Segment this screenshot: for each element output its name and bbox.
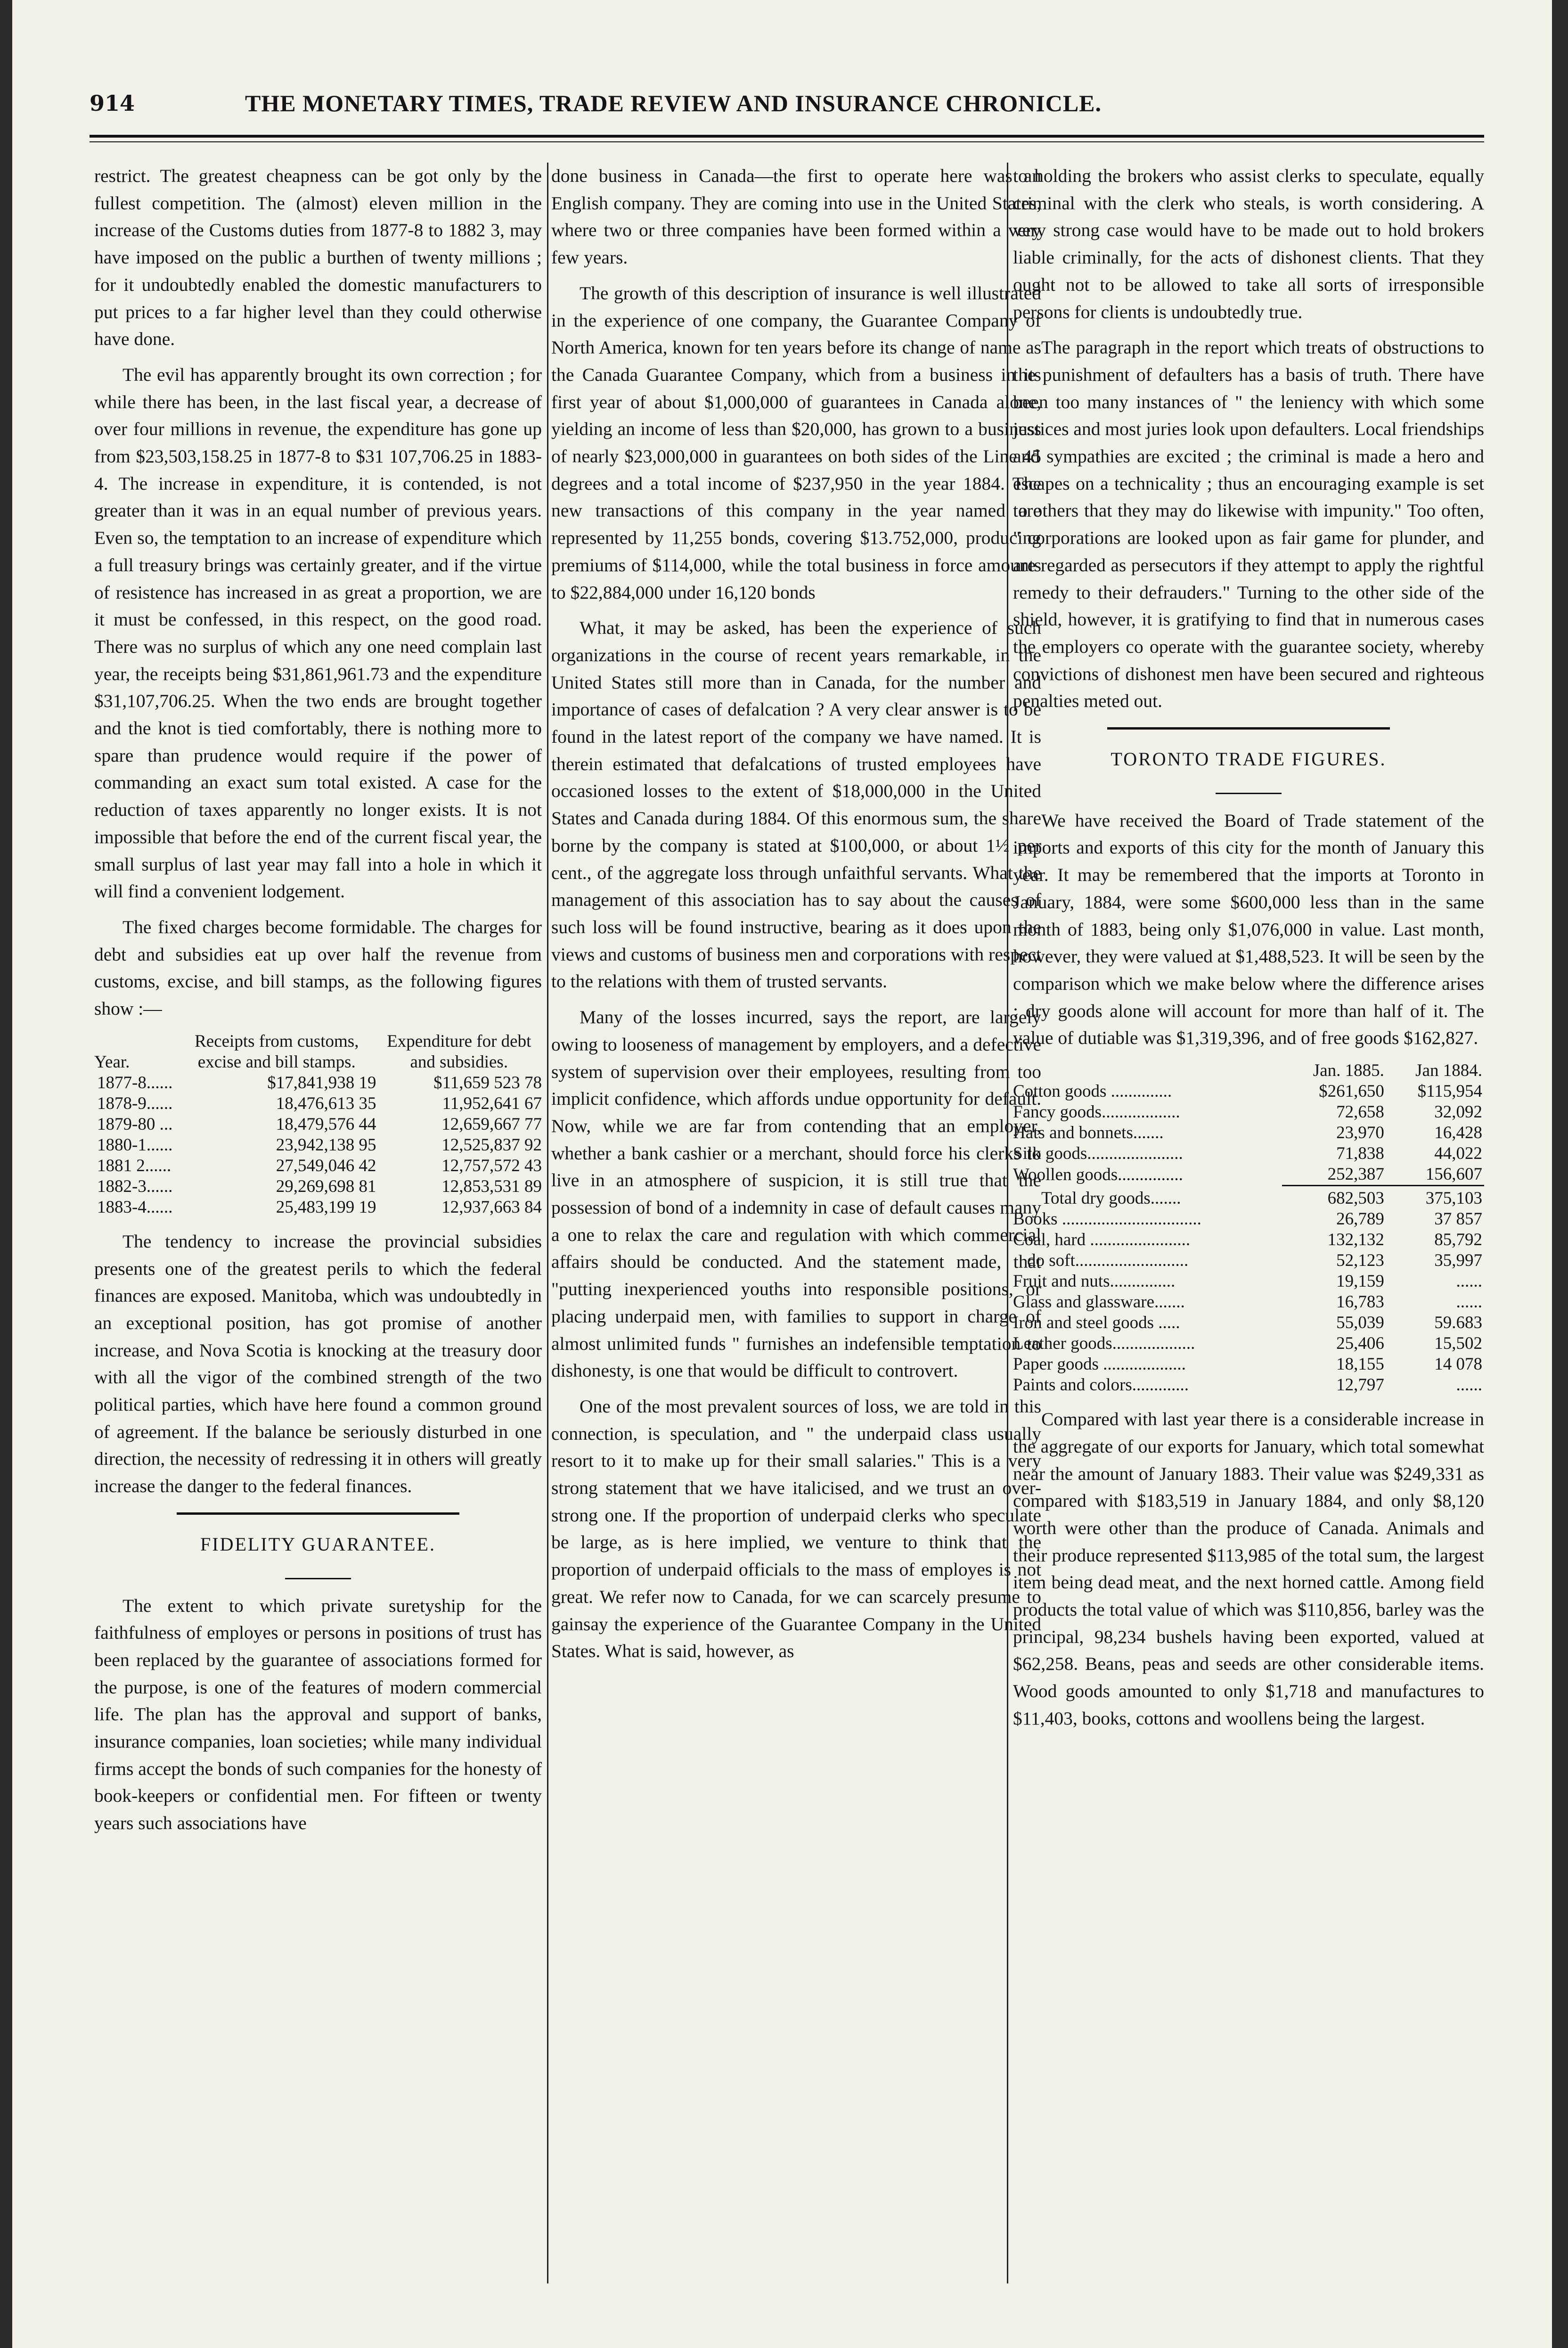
table-row <box>1013 1209 1484 1230</box>
column-2 <box>551 163 1041 1674</box>
table-row <box>1013 1271 1484 1292</box>
table-cell: 25,483,199 19 <box>276 1197 376 1217</box>
table-row <box>1013 1164 1484 1186</box>
table-cell: 12,797 <box>1336 1375 1384 1395</box>
table-cell: Fancy goods.................. <box>1013 1102 1180 1122</box>
table-cell: 18,476,613 35 <box>276 1093 376 1113</box>
paragraph: done business in Canada—the first to operate here was an English company. They are coming into use in the United States, where two or three companies have been formed within a very few years. <box>551 165 1041 268</box>
table-header-year: Year. <box>94 1052 130 1072</box>
table-row <box>1013 1250 1484 1271</box>
section-rule <box>177 1512 459 1515</box>
table-cell: 27,549,046 42 <box>276 1156 376 1175</box>
table-cell: 1882-3...... <box>97 1176 173 1196</box>
table-cell: do soft.......................... <box>1027 1251 1189 1271</box>
table-row <box>94 1114 542 1135</box>
table-cell: 252,387 <box>1327 1165 1384 1184</box>
table-row <box>94 1093 542 1114</box>
paragraph: We have received the Board of Trade statement of the imports and exports of this city for the month of January this year. It may be remembered that the imports at Toronto in January, 1884, were some $600,000 less than in the same month of 1883, being only $1,076,000 in value. Last month, however, they were valued at $1,488,523. It will be seen by the comparison which we make below where the difference arises : dry goods alone will account for more than half of it. The value of dutiable was $1,319,396, and of free goods $162,827. <box>1013 810 1484 1049</box>
table-cell: 11,952,641 67 <box>442 1093 542 1113</box>
table-cell: Woollen goods............... <box>1013 1165 1183 1184</box>
table-row <box>1013 1375 1484 1396</box>
table-row <box>1013 1123 1484 1143</box>
table-cell: $115,954 <box>1417 1082 1482 1101</box>
table-cell: 1877-8...... <box>97 1073 173 1092</box>
paragraph: to holding the brokers who assist clerks to speculate, equally criminal with the clerk who steals, is worth considering. A very strong case would have to be made out to hold brokers liable criminally, for the acts of dishonest clients. That they ought not to be allowed to take all sorts of irresponsible persons for clients is undoubtedly true. <box>1013 165 1484 322</box>
table-cell: 52,123 <box>1336 1251 1384 1271</box>
table-cell: Iron and steel goods ..... <box>1013 1313 1180 1333</box>
table-cell: Glass and glassware....... <box>1013 1292 1185 1312</box>
paragraph: The extent to which private suretyship for the faithfulness of employes or persons in positions of trust has been replaced by the guarantee of associations formed for the purpose, is one of the features of modern commercial life. The plan has the approval and support of banks, insurance companies, loan societies; while many individual firms accept the bonds of such companies for the honesty of book-keepers or confidential men. For fifteen or twenty years such associations have <box>94 1595 542 1834</box>
paragraph: Compared with last year there is a considerable increase in the aggregate of our exports for January, which total somewhat near the amount of January 1883. Their value was $249,331 as compared with $183,519 in January 1884, and only $8,120 worth were other than the produce of Canada. Animals and their produce represented $113,985 of the total sum, the largest item being dead meat, and the next horned cattle. Among field products the total value of which was $110,856, barley was the principal, 98,234 bushels having been exported, valued at $62,258. Beans, peas and seeds are other considerable items. Wood goods amounted to only $1,718 and manufactures to $11,403, books, cottons and woollens being the largest. <box>1013 1409 1484 1729</box>
trade-figures-table <box>1013 1060 1484 1396</box>
table-cell: 1878-9...... <box>97 1093 173 1113</box>
table-cell: 59.683 <box>1434 1313 1482 1333</box>
table-cell: 682,503 <box>1327 1189 1384 1208</box>
paragraph: What, it may be asked, has been the experience of such organizations in the course of recent years remarkable, in the United States still more than in Canada, for the number and importance of cases of defalcation ? A very clear answer is to be found in the latest report of the company we have named. It is therein estimated that defalcations of trusted employees have occasioned losses to the extent of $18,000,000 in the United States and Canada during 1884. Of this enormous sum, the share borne by the company is stated at $100,000, or about 1½ per cent., of the aggregate loss through unfaithful servants. What the management of this association has to say about the causes of such loss will be found instructive, bearing as it does upon the views and customs of business men and corporations with respect to the relations with them of trusted servants. <box>551 617 1041 992</box>
table-row <box>1013 1081 1484 1102</box>
table-cell: 29,269,698 81 <box>276 1176 376 1196</box>
table-cell: 72,658 <box>1336 1102 1384 1122</box>
table-cell: 26,789 <box>1336 1209 1384 1229</box>
paragraph: The fixed charges become formidable. The charges for debt and subsidies eat up over half the revenue from customs, excise, and bill stamps, as the following figures show :— <box>94 916 542 1019</box>
table-cell: 23,942,138 95 <box>276 1135 376 1155</box>
section-heading-fidelity: FIDELITY GUARANTEE. <box>200 1533 436 1555</box>
table-cell: Cotton goods .............. <box>1013 1082 1172 1101</box>
paragraph: The paragraph in the report which treats of obstructions to the punishment of defaulters has a basis of truth. There have been too many instances of " the leniency with which some justices and most juries look upon defaulters. Local friendships and sympathies are excited ; the criminal is made a hero and escapes on a technicality ; thus an encouraging example is set to others that they may do likewise with impunity." Too often, " corporations are looked upon as fair game for plunder, and are regarded as persecutors if they attempt to apply the rightful remedy to their defrauders." Turning to the other side of the shield, however, it is gratifying to find that in numerous cases the employers co operate with the guarantee society, whereby convictions of dishonest men have been secured and righteous penalties meted out. <box>1013 337 1484 712</box>
table-cell: 37 857 <box>1434 1209 1482 1229</box>
table-cell: 132,132 <box>1327 1230 1384 1250</box>
table-cell: 71,838 <box>1336 1144 1384 1164</box>
table-cell: 55,039 <box>1336 1313 1384 1333</box>
table-cell: ...... <box>1456 1272 1482 1291</box>
heading-underline <box>285 1578 351 1579</box>
table-row <box>94 1156 542 1176</box>
table-total-row <box>1013 1188 1484 1209</box>
table-row <box>94 1073 542 1093</box>
table-cell: $261,650 <box>1319 1082 1384 1101</box>
table-row <box>94 1176 542 1197</box>
table-cell: 15,502 <box>1434 1334 1482 1354</box>
table-cell: 375,103 <box>1425 1189 1482 1208</box>
running-head: THE MONETARY TIMES, TRADE REVIEW AND INSURANCE CHRONICLE. <box>245 90 1102 116</box>
table-cell: Leather goods................... <box>1013 1334 1195 1354</box>
table-header-expenditure: Expenditure for debt and subsidies. <box>387 1031 531 1072</box>
table-cell: 35,997 <box>1434 1251 1482 1271</box>
page-header <box>90 84 1484 126</box>
table-cell: $11,659 523 78 <box>433 1073 542 1092</box>
table-row <box>1013 1102 1484 1123</box>
table-cell: Paper goods ................... <box>1013 1355 1186 1374</box>
table-cell: 1880-1...... <box>97 1135 173 1155</box>
table-cell: Books ................................ <box>1013 1209 1201 1229</box>
table-cell: Fruit and nuts............... <box>1013 1272 1176 1291</box>
table-cell: 12,853,531 89 <box>441 1176 542 1196</box>
table-row <box>1013 1333 1484 1354</box>
table-cell: Silk goods...................... <box>1013 1144 1183 1164</box>
column-3 <box>1013 163 1484 1741</box>
table-row <box>94 1197 542 1218</box>
table-cell: 12,757,572 43 <box>441 1156 542 1175</box>
table-cell: 1883-4...... <box>97 1197 173 1217</box>
page-number: 914 <box>90 90 135 116</box>
paragraph: Many of the losses incurred, says the report, are largely owing to looseness of management by employers, and a defective system of supervision over their employees, resulting from too implicit confidence, which affords undue opportunity for default. Now, while we are far from contending that an employer, whether a bank cashier or a merchant, should force his clerks to live in an atmosphere of suspicion, it is still true that the possession of bond of a indemnity in case of default causes many a one to relax the care and regulation with which commercial affairs should be conducted. And the statement made, that "putting inexperienced youths into responsible positions, or placing underpaid men, with families to support in charge of almost unlimited funds " furnishes an indefensible temptation to dishonesty, is one that would be difficult to controvert. <box>551 1007 1041 1381</box>
table-cell: 18,155 <box>1336 1355 1384 1374</box>
table-row <box>1013 1354 1484 1375</box>
table-cell: 16,783 <box>1336 1292 1384 1312</box>
table-cell: 12,937,663 84 <box>441 1197 542 1217</box>
table-cell: 85,792 <box>1434 1230 1482 1250</box>
table-row <box>1013 1313 1484 1333</box>
table-row <box>1013 1143 1484 1164</box>
table-cell: 23,970 <box>1336 1123 1384 1143</box>
paragraph: One of the most prevalent sources of loss, we are told in this connection, is speculation, and " the underpaid class usually resort to it to make up for their small salaries." This is a very strong statement that we have italicised, and we trust an over-strong one. If the proportion of underpaid clerks who speculate be large, as is here implied, we venture to think that the proportion of underpaid officials to the mass of employes is not great. We refer now to Canada, for we can scarcely presume to gainsay the experience of the Guarantee Company in the United States. What is said, however, as <box>551 1396 1041 1662</box>
table-header-jan-1885: Jan. 1885. <box>1313 1061 1384 1081</box>
section-heading-toronto: TORONTO TRADE FIGURES. <box>1111 748 1387 770</box>
table-row <box>1013 1292 1484 1313</box>
table-header-receipts: Receipts from customs, excise and bill stamps. <box>195 1031 359 1072</box>
header-rule-thin <box>90 141 1484 142</box>
table-cell: Coal, hard ....................... <box>1013 1230 1191 1250</box>
table-cell: Hats and bonnets....... <box>1013 1123 1164 1143</box>
header-rule <box>90 135 1484 138</box>
heading-underline <box>1216 793 1282 794</box>
table-cell: 44,022 <box>1434 1144 1482 1164</box>
table-header-item <box>1013 1060 1282 1081</box>
paragraph: The evil has apparently brought its own correction ; for while there has been, in the last fiscal year, a decrease of over four millions in revenue, the expenditure has gone up from $23,503,158.25 in 1877-8 to $31 107,706.25 in 1883-4. The increase in expenditure, it is contended, is not greater than it was in an equal number of previous years. Even so, the temptation to an increase of expenditure which a full treasury brings was certainly greater, and if the virtue of resistence has increased in as great a proportion, we are it must be confessed, in this respect, on the good road. There was no surplus of which any one need complain last year, the receipts being $31,861,961.73 and the expenditure $31,107,706.25. When the two ends are brought together and the knot is tied comfortably, there is nothing more to spare than prudence would require if the power of commanding an exact sum total existed. A case for the reduction of taxes apparently no longer exists. It is not impossible that before the end of the current fiscal year, the small surplus of last year may fall into a hole in which it will find a convenient lodgement. <box>94 364 542 902</box>
table-row <box>94 1135 542 1156</box>
table-cell: 156,607 <box>1425 1165 1482 1184</box>
paragraph: The tendency to increase the provincial subsidies presents one of the greatest perils to which the federal finances are exposed. Manitoba, which was undoubtedly in an exceptional position, has got promise of another increase, and Nova Scotia is knocking at the treasury door with all the vigor of the combined strength of the two political parties, which have here found a common ground of agreement. If the balance be seriously disturbed in one direction, the necessity of redressing it in others will greatly increase the danger to the federal finances. <box>94 1231 542 1497</box>
table-cell: Paints and colors............. <box>1013 1375 1189 1395</box>
table-cell: 1881 2...... <box>97 1156 172 1175</box>
table-cell: 12,659,667 77 <box>441 1114 542 1134</box>
table-cell: ...... <box>1456 1375 1482 1395</box>
column-1 <box>94 163 542 1846</box>
table-row <box>1013 1230 1484 1250</box>
table-cell: 1879-80 ... <box>97 1114 173 1134</box>
table-cell: 25,406 <box>1336 1334 1384 1354</box>
table-cell: Total dry goods....... <box>1041 1189 1181 1208</box>
revenue-expenditure-table <box>94 1031 542 1218</box>
table-cell: $17,841,938 19 <box>267 1073 376 1092</box>
table-header-jan-1884: Jan 1884. <box>1415 1061 1482 1081</box>
column-rule-1 <box>547 163 548 2283</box>
table-cell: 14 078 <box>1434 1355 1482 1374</box>
scan-edge-left <box>0 0 12 2348</box>
paragraph: restrict. The greatest cheapness can be got only by the fullest competition. The (almost) eleven million in the increase of the Customs duties from 1877-8 to 1882 3, may have imposed on the public a burthen of twenty millions ; for it undoubtedly enabled the domestic manufacturers to put prices to a far higher level than they could otherwise have done. <box>94 165 542 350</box>
scan-edge-right <box>1552 0 1568 2348</box>
table-cell: 12,525,837 92 <box>441 1135 542 1155</box>
table-cell: 18,479,576 44 <box>276 1114 376 1134</box>
table-cell: ...... <box>1456 1292 1482 1312</box>
section-rule <box>1107 727 1390 730</box>
paragraph: The growth of this description of insurance is well illustrated in the experience of one company, the Guarantee Company of North America, known for ten years before its change of name as the Canada Guarantee Company, which from a business in its first year of about $1,000,000 of guarantees in Canada alone, yielding an income of less than $20,000, has grown to a business of nearly $23,000,000 in guarantees on both sides of the Line 45 degrees and a total income of $237,950 in the year 1884. The new transactions of this company in the year named are represented by 11,255 bonds, covering $13.752,000, producing premiums of $114,000, while the total business in force amounts to $22,884,000 under 16,120 bonds <box>551 282 1041 603</box>
table-cell: 32,092 <box>1434 1102 1482 1122</box>
table-cell: 19,159 <box>1336 1272 1384 1291</box>
table-cell: 16,428 <box>1434 1123 1482 1143</box>
